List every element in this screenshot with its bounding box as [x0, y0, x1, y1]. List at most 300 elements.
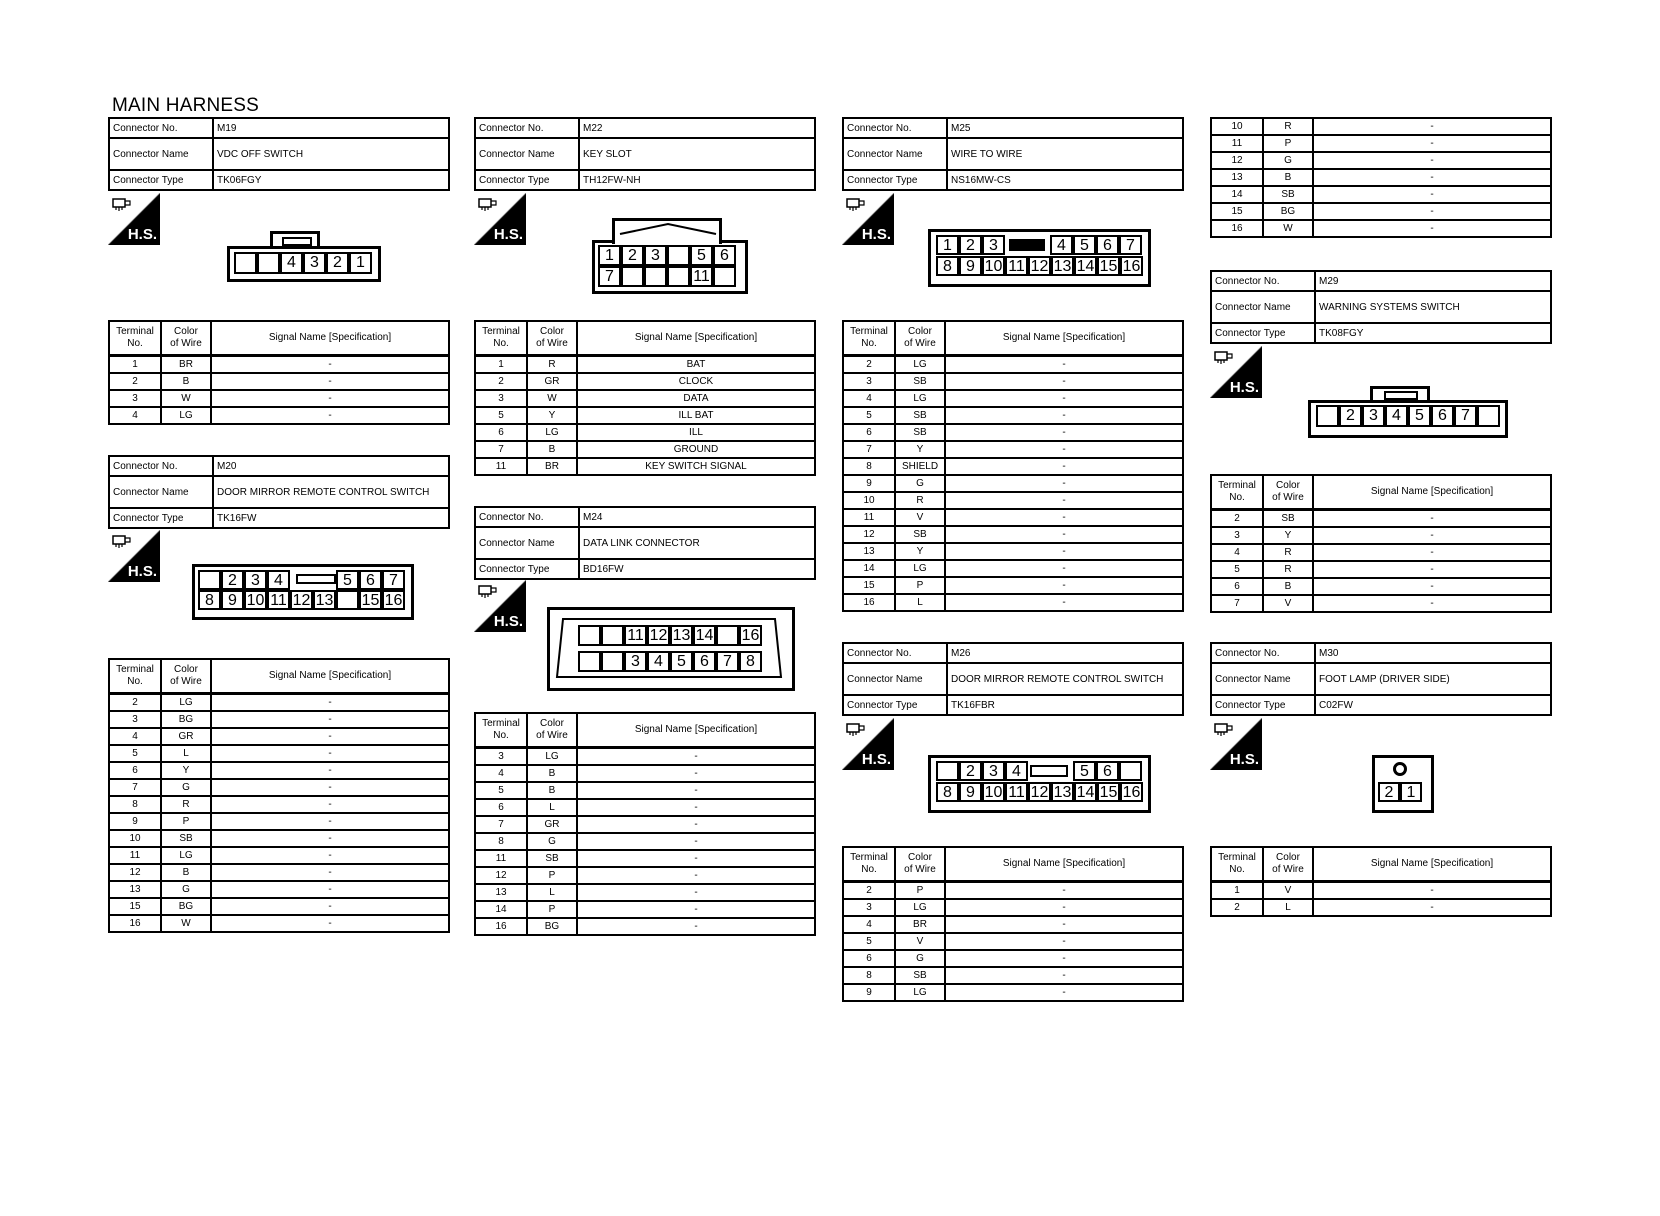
table-row [475, 765, 815, 782]
table-row [843, 475, 1183, 492]
terminal-cavity [1119, 761, 1142, 781]
connector-no-label: Connector No. [843, 643, 947, 663]
terminal-cavity [198, 570, 221, 590]
table-row [1211, 203, 1551, 220]
connector-no-label: Connector No. [475, 118, 579, 138]
wire-color: L [1263, 899, 1313, 916]
m24-connector-no: M24 [579, 507, 815, 527]
terminal-no: 11 [843, 509, 895, 526]
signal-name: - [211, 711, 449, 728]
wire-color: B [527, 441, 577, 458]
m26-connector-no: M26 [947, 643, 1183, 663]
terminal-no: 8 [843, 967, 895, 984]
terminal-no: 4 [843, 390, 895, 407]
terminal-cavity: 4 [1050, 235, 1073, 255]
table-row [843, 967, 1183, 984]
table-row [475, 867, 815, 884]
wire-color: G [1263, 152, 1313, 169]
table-row [475, 833, 815, 850]
hs-icon [474, 580, 526, 632]
signal-name-header: Signal Name [Specification] [1313, 847, 1551, 882]
signal-name: KEY SWITCH SIGNAL [577, 458, 815, 475]
table-row [843, 441, 1183, 458]
signal-name: - [945, 373, 1183, 390]
m25-connector-type: NS16MW-CS [947, 170, 1183, 190]
terminal-cavity: 6 [1096, 761, 1119, 781]
terminal-cavity: 8 [936, 256, 959, 276]
wire-color: R [1263, 544, 1313, 561]
signal-name: - [945, 390, 1183, 407]
connector-name-label: Connector Name [843, 663, 947, 695]
m24-connector-type: BD16FW [579, 559, 815, 579]
connector-name-label: Connector Name [109, 476, 213, 508]
table-row [475, 458, 815, 475]
signal-name: - [945, 950, 1183, 967]
table-row [843, 916, 1183, 933]
table-row [475, 850, 815, 867]
terminal-cavity: 6 [1096, 235, 1119, 255]
terminal-no: 16 [109, 915, 161, 932]
m19-connector-name: VDC OFF SWITCH [213, 138, 449, 170]
terminal-cavity [578, 625, 601, 646]
wire-color: SB [895, 373, 945, 390]
connector-no-label: Connector No. [1211, 271, 1315, 291]
table-row [843, 492, 1183, 509]
terminal-cavity: 4 [280, 252, 303, 274]
terminal-cavity [257, 252, 280, 274]
terminal-cavity: 13 [1051, 782, 1074, 802]
terminal-no: 14 [1211, 186, 1263, 203]
table-row [843, 899, 1183, 916]
table-row [109, 407, 449, 424]
wire-color: BG [1263, 203, 1313, 220]
signal-name: - [211, 356, 449, 374]
terminal-no: 11 [109, 847, 161, 864]
wire-color: R [895, 492, 945, 509]
terminal-cavity: 4 [647, 651, 670, 672]
wire-color: SB [161, 830, 211, 847]
table-row [843, 560, 1183, 577]
signal-name: - [945, 543, 1183, 560]
terminal-no: 4 [109, 407, 161, 424]
wire-color: LG [895, 390, 945, 407]
connector-hand-icon [1214, 349, 1234, 365]
m25-connector-name: WIRE TO WIRE [947, 138, 1183, 170]
signal-name: - [1313, 220, 1551, 237]
table-row [475, 782, 815, 799]
connector-hand-icon [846, 721, 866, 737]
wire-color: R [1263, 118, 1313, 135]
terminal-no: 1 [475, 356, 527, 374]
connector-type-label: Connector Type [109, 508, 213, 528]
wire-color: Y [161, 762, 211, 779]
terminal-cavity: 12 [1028, 782, 1051, 802]
terminal-no-header: Terminal No. [1211, 847, 1263, 882]
connector-hand-icon [112, 196, 132, 212]
wire-color: B [527, 782, 577, 799]
signal-name: - [211, 813, 449, 830]
terminal-cavity: 16 [739, 625, 762, 646]
wire-color: LG [527, 424, 577, 441]
signal-name-header: Signal Name [Specification] [211, 321, 449, 356]
terminal-no-header: Terminal No. [475, 321, 527, 356]
wire-color: SB [1263, 186, 1313, 203]
wire-color: L [527, 799, 577, 816]
signal-name: - [945, 933, 1183, 950]
signal-name-header: Signal Name [Specification] [577, 321, 815, 356]
terminal-no: 5 [475, 407, 527, 424]
terminal-cavity: 3 [982, 761, 1005, 781]
terminal-no: 14 [475, 901, 527, 918]
terminal-cavity: 3 [1362, 405, 1385, 427]
terminal-no: 4 [109, 728, 161, 745]
terminal-cavity: 2 [1378, 782, 1400, 802]
table-row [109, 373, 449, 390]
terminal-cavity: 6 [693, 651, 716, 672]
wire-color: L [527, 884, 577, 901]
connector-name-label: Connector Name [109, 138, 213, 170]
table-row [475, 424, 815, 441]
table-row [1211, 595, 1551, 612]
terminal-no: 13 [109, 881, 161, 898]
signal-name: - [211, 898, 449, 915]
signal-name: - [1313, 203, 1551, 220]
terminal-no: 10 [1211, 118, 1263, 135]
wire-color: BR [895, 916, 945, 933]
table-row [475, 918, 815, 935]
connector-hand-icon [112, 533, 132, 549]
terminal-cavity: 10 [244, 590, 267, 610]
table-row [109, 390, 449, 407]
table-row [109, 762, 449, 779]
terminal-cavity: 2 [1339, 405, 1362, 427]
hs-label: H.S. [493, 226, 523, 243]
terminal-cavity [667, 245, 690, 266]
signal-name: - [945, 594, 1183, 611]
terminal-cavity: 1 [1400, 782, 1422, 802]
wire-color: P [527, 867, 577, 884]
terminal-cavity: 11 [1005, 256, 1028, 276]
signal-name: - [945, 916, 1183, 933]
table-row [109, 813, 449, 830]
connector-type-label: Connector Type [475, 559, 579, 579]
terminal-cavity: 11 [624, 625, 647, 646]
wire-color: GR [527, 816, 577, 833]
m22-connector-name: KEY SLOT [579, 138, 815, 170]
signal-name: - [1313, 882, 1551, 900]
table-row [475, 901, 815, 918]
terminal-cavity: 2 [959, 761, 982, 781]
wire-color-header: Color of Wire [161, 321, 211, 356]
terminal-no: 5 [475, 782, 527, 799]
table-row [475, 748, 815, 766]
table-row [475, 884, 815, 901]
terminal-cavity: 12 [1028, 256, 1051, 276]
table-row [843, 543, 1183, 560]
signal-name: - [945, 424, 1183, 441]
hs-label: H.S. [1229, 379, 1259, 396]
terminal-cavity [1477, 405, 1500, 427]
wire-color: BG [161, 898, 211, 915]
wire-color: LG [161, 407, 211, 424]
terminal-no: 12 [843, 526, 895, 543]
wire-color: R [1263, 561, 1313, 578]
m29-connector-name: WARNING SYSTEMS SWITCH [1315, 291, 1551, 323]
connector-type-label: Connector Type [843, 170, 947, 190]
connector-no-label: Connector No. [109, 456, 213, 476]
wire-color: V [1263, 595, 1313, 612]
wire-color: SB [895, 526, 945, 543]
m19-terminal-table [108, 320, 450, 425]
terminal-no: 7 [109, 779, 161, 796]
table-row [843, 577, 1183, 594]
terminal-cavity: 12 [647, 625, 670, 646]
terminal-cavity [713, 266, 736, 287]
signal-name: - [577, 884, 815, 901]
terminal-no: 6 [475, 799, 527, 816]
terminal-cavity: 9 [221, 590, 244, 610]
signal-name: - [211, 847, 449, 864]
wire-color: W [527, 390, 577, 407]
signal-name: - [577, 765, 815, 782]
connector-name-label: Connector Name [1211, 663, 1315, 695]
terminal-cavity: 8 [739, 651, 762, 672]
terminal-no: 16 [475, 918, 527, 935]
m22-connector-no: M22 [579, 118, 815, 138]
table-row [109, 779, 449, 796]
terminal-no: 5 [109, 745, 161, 762]
table-row [1211, 169, 1551, 186]
terminal-cavity: 2 [221, 570, 244, 590]
signal-name: - [211, 915, 449, 932]
terminal-cavity [601, 625, 624, 646]
terminal-cavity: 7 [1454, 405, 1477, 427]
table-row [109, 711, 449, 728]
wire-color-header: Color of Wire [1263, 475, 1313, 510]
terminal-cavity: 7 [598, 266, 621, 287]
terminal-cavity: 6 [713, 245, 736, 266]
m25-info-table [842, 117, 1184, 191]
terminal-no: 3 [475, 390, 527, 407]
connector-hand-icon [846, 196, 866, 212]
terminal-no: 4 [1211, 544, 1263, 561]
signal-name: - [577, 782, 815, 799]
table-row [109, 864, 449, 881]
table-row [109, 830, 449, 847]
wire-color: B [1263, 169, 1313, 186]
wire-color: LG [895, 356, 945, 374]
table-row [1211, 118, 1551, 135]
terminal-no: 13 [475, 884, 527, 901]
m22-terminal-table [474, 320, 816, 476]
terminal-no: 9 [843, 984, 895, 1001]
table-row [475, 816, 815, 833]
wire-color: R [527, 356, 577, 374]
signal-name: - [211, 830, 449, 847]
terminal-cavity: 13 [1051, 256, 1074, 276]
terminal-no: 6 [1211, 578, 1263, 595]
table-row [843, 407, 1183, 424]
signal-name: - [577, 918, 815, 935]
m20-connector-no: M20 [213, 456, 449, 476]
m19-connector-no: M19 [213, 118, 449, 138]
wire-color-header: Color of Wire [527, 321, 577, 356]
wire-color: LG [895, 984, 945, 1001]
terminal-no: 6 [843, 950, 895, 967]
signal-name: - [1313, 169, 1551, 186]
table-row [843, 933, 1183, 950]
table-row [843, 390, 1183, 407]
table-row [843, 458, 1183, 475]
terminal-cavity: 13 [670, 625, 693, 646]
terminal-cavity [336, 590, 359, 610]
terminal-no: 2 [1211, 899, 1263, 916]
signal-name: - [945, 526, 1183, 543]
terminal-cavity: 11 [690, 266, 713, 287]
wire-color-header: Color of Wire [1263, 847, 1313, 882]
terminal-cavity: 14 [693, 625, 716, 646]
terminal-no: 5 [1211, 561, 1263, 578]
hs-label: H.S. [127, 563, 157, 580]
signal-name: - [1313, 595, 1551, 612]
signal-name: - [211, 728, 449, 745]
signal-name: - [1313, 510, 1551, 528]
terminal-cavity: 5 [1073, 235, 1096, 255]
table-row [109, 796, 449, 813]
terminal-cavity: 5 [690, 245, 713, 266]
terminal-cavity: 11 [1005, 782, 1028, 802]
terminal-no: 16 [843, 594, 895, 611]
hs-icon [474, 193, 526, 245]
connector-type-label: Connector Type [1211, 323, 1315, 343]
wire-color: V [895, 509, 945, 526]
table-row [1211, 882, 1551, 900]
m19-connector-type: TK06FGY [213, 170, 449, 190]
signal-name: - [577, 901, 815, 918]
terminal-no: 7 [475, 441, 527, 458]
m30-connector-type: C02FW [1315, 695, 1551, 715]
terminal-cavity [234, 252, 257, 274]
signal-name-header: Signal Name [Specification] [945, 321, 1183, 356]
wire-color: G [161, 779, 211, 796]
signal-name: - [211, 864, 449, 881]
terminal-no: 11 [475, 850, 527, 867]
wire-color: Y [1263, 527, 1313, 544]
hs-icon [842, 718, 894, 770]
signal-name: - [945, 458, 1183, 475]
wire-color: P [161, 813, 211, 830]
signal-name: - [945, 441, 1183, 458]
terminal-no: 8 [843, 458, 895, 475]
signal-name: GROUND [577, 441, 815, 458]
m24-info-table [474, 506, 816, 580]
table-row [1211, 527, 1551, 544]
terminal-no: 9 [843, 475, 895, 492]
m29-info-table [1210, 270, 1552, 344]
wire-color: W [161, 915, 211, 932]
terminal-cavity: 4 [267, 570, 290, 590]
wire-color: Y [895, 441, 945, 458]
wire-color-header: Color of Wire [895, 847, 945, 882]
terminal-cavity: 10 [982, 256, 1005, 276]
table-row [109, 356, 449, 374]
signal-name: - [211, 745, 449, 762]
m26-connector-name: DOOR MIRROR REMOTE CONTROL SWITCH [947, 663, 1183, 695]
m20-connector-type: TK16FW [213, 508, 449, 528]
terminal-no: 5 [843, 407, 895, 424]
terminal-cavity: 3 [303, 252, 326, 274]
wire-color: LG [161, 847, 211, 864]
wire-color: L [161, 745, 211, 762]
wire-color: SB [895, 424, 945, 441]
wire-color: P [895, 882, 945, 900]
terminal-cavity: 1 [349, 252, 372, 274]
table-row [109, 728, 449, 745]
signal-name: - [1313, 527, 1551, 544]
terminal-no: 7 [475, 816, 527, 833]
table-row [843, 526, 1183, 543]
terminal-cavity [644, 266, 667, 287]
connector-type-label: Connector Type [475, 170, 579, 190]
hs-label: H.S. [493, 613, 523, 630]
terminal-no: 6 [109, 762, 161, 779]
signal-name: - [1313, 135, 1551, 152]
m29-connector-type: TK08FGY [1315, 323, 1551, 343]
table-row [475, 390, 815, 407]
terminal-cavity: 8 [936, 782, 959, 802]
terminal-no: 4 [475, 765, 527, 782]
terminal-no: 14 [843, 560, 895, 577]
wire-color: BR [527, 458, 577, 475]
terminal-no-header: Terminal No. [109, 321, 161, 356]
signal-name: - [945, 475, 1183, 492]
m29-terminal-table [1210, 474, 1552, 613]
wire-color: B [161, 373, 211, 390]
terminal-no: 2 [475, 373, 527, 390]
terminal-no: 11 [475, 458, 527, 475]
terminal-no: 4 [843, 916, 895, 933]
hs-icon [108, 193, 160, 245]
table-row [1211, 561, 1551, 578]
terminal-cavity: 8 [198, 590, 221, 610]
wire-color: W [161, 390, 211, 407]
table-row [843, 373, 1183, 390]
signal-name: - [945, 984, 1183, 1001]
table-row [475, 799, 815, 816]
table-row [1211, 899, 1551, 916]
terminal-cavity: 2 [959, 235, 982, 255]
terminal-cavity: 6 [359, 570, 382, 590]
signal-name: - [211, 779, 449, 796]
table-row [843, 594, 1183, 611]
wire-color: BR [161, 356, 211, 374]
signal-name: - [945, 577, 1183, 594]
terminal-cavity: 5 [1408, 405, 1431, 427]
wire-color: Y [895, 543, 945, 560]
wire-color-header: Color of Wire [161, 659, 211, 694]
wire-color: G [895, 475, 945, 492]
table-row [1211, 544, 1551, 561]
table-row [109, 745, 449, 762]
terminal-no-header: Terminal No. [109, 659, 161, 694]
m26-terminal-table [842, 846, 1184, 1002]
hs-label: H.S. [1229, 751, 1259, 768]
table-row [109, 881, 449, 898]
signal-name: - [945, 509, 1183, 526]
terminal-no: 10 [109, 830, 161, 847]
signal-name-header: Signal Name [Specification] [577, 713, 815, 748]
m22-info-table [474, 117, 816, 191]
